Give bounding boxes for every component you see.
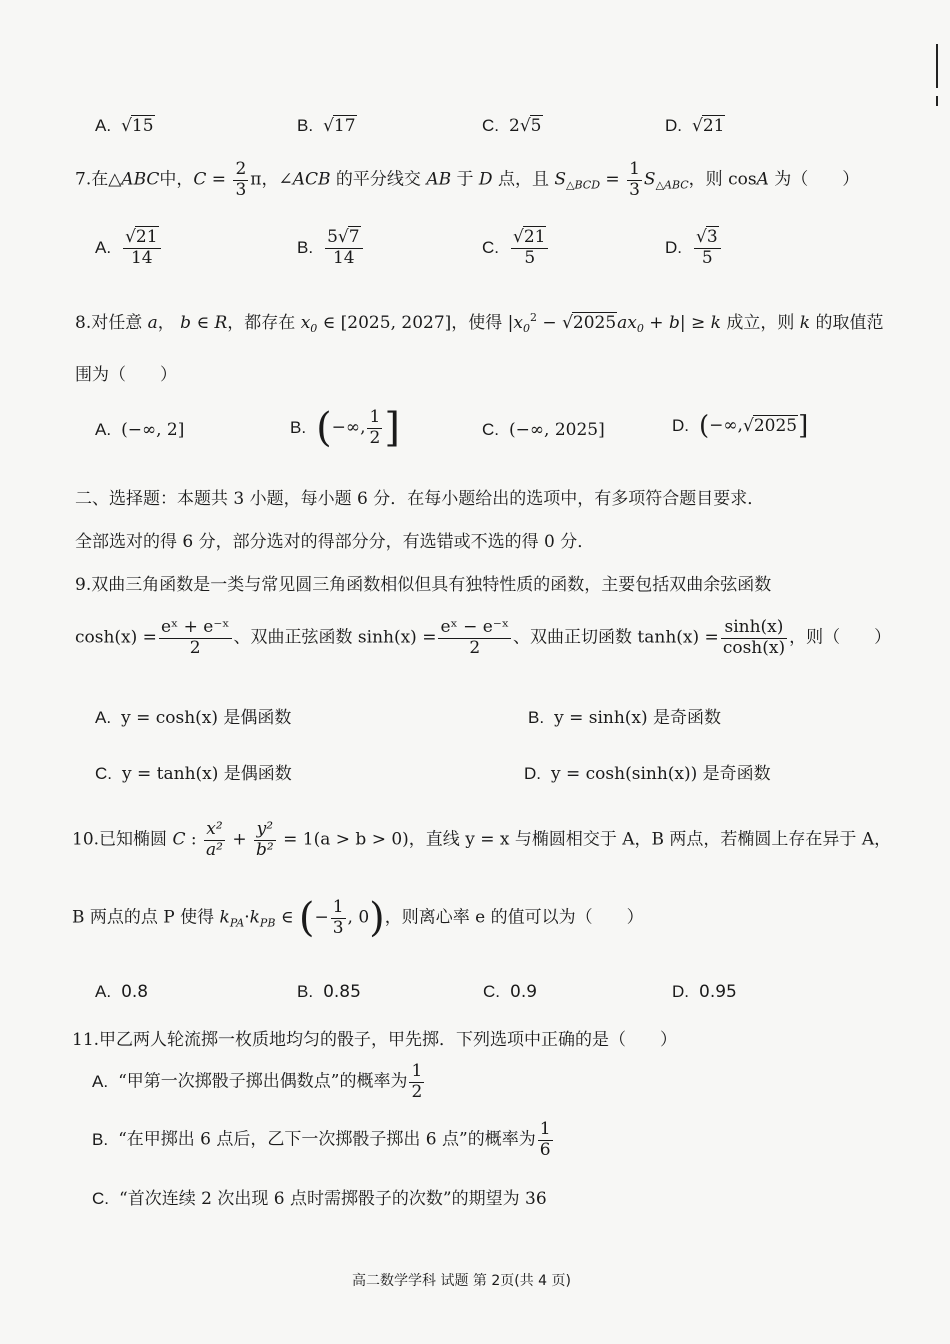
section-2-instructions-line1: 二、选择题：本题共 3 小题，每小题 6 分．在每小题给出的选项中，有多项符合题目要求． [75,489,765,509]
fraction: $\frac{5√7}{14}$ [325,228,363,268]
fraction: $\frac{√21}{5}$ [511,228,548,268]
q8-option-c[interactable]: C. (−∞, 2025] [482,420,605,440]
fraction: $\frac{1}{6}$ [539,1119,551,1160]
q7-option-b[interactable]: B. $\frac{5√7}{14}$ [297,228,365,268]
q10-option-a[interactable]: A. 0.8 [95,982,149,1002]
fraction: $\frac{\sinh(x)}{\cosh(x)}$ [722,617,786,658]
q7-option-c[interactable]: C. $\frac{√21}{5}$ [482,228,550,268]
q8-stem-line1: 8.对任意 a， b ∈ R，都存在 $x_0$ ∈ [2025, 2027]，使得 $|x_0^2 - √2025ax_0 + b| \ge k$ 成立，则 k 的取值范 [75,311,884,335]
q7-option-d[interactable]: D. $\frac{√3}{5}$ [665,228,723,268]
fraction: $\frac{√21}{14}$ [123,228,160,268]
q6-option-a[interactable]: A. √15 [95,116,154,136]
q9-stem-line1: 9.双曲三角函数是一类与常见圆三角函数相似但具有独特性质的函数，主要包括双曲余弦函数 [75,575,772,595]
scan-edge-line [936,96,938,106]
q10-option-d[interactable]: D. 0.95 [672,982,737,1002]
q7-option-a[interactable]: A. $\frac{√21}{14}$ [95,228,163,268]
q6-option-c[interactable]: C. 2√5 [482,116,542,136]
q8-option-a[interactable]: A. (−∞, 2] [95,420,185,440]
q11-stem: 11.甲乙两人轮流掷一枚质地均匀的骰子，甲先掷．下列选项中正确的是（ ） [72,1030,678,1050]
q11-option-c[interactable]: C. “首次连续 2 次出现 6 点时需掷骰子的次数”的期望为 36 [92,1189,547,1209]
q10-stem-line2: B 两点的点 P 使得 $k_{PA}\cdot k_{PB}$ ∈ (− $\frac{1}{3}$ , 0)，则离心率 e 的值可以为（ ） [72,895,644,942]
fraction: $\frac{\text{eˣ + e⁻ˣ}}{2}$ [160,617,230,658]
fraction: $\frac{\text{x²}}{\text{a²}}$ [206,819,223,860]
q9-option-d[interactable]: D. y = cosh(sinh(x)) 是奇函数 [524,764,771,784]
q10-stem-line1: 10.已知椭圆 C : $\frac{\text{x²}}{\text{a²}}$ + $\frac{\text{y²}}{\text{b²}}$ = 1(a > b > 0)，直线 y = x 与椭圆相交于 A，B 两点，若椭圆上存在异于 A， [72,819,892,860]
fraction: $\frac{1}{3}$ [332,897,344,938]
fraction: $\frac{\text{y²}}{\text{b²}}$ [256,819,274,860]
q8-option-d[interactable]: D. (−∞,√2025] [672,411,809,441]
page-footer: 高二数学学科 试题 第 2页(共 4 页) [352,1273,571,1289]
q8-stem-line2: 围为（ ） [75,365,177,385]
q10-option-c[interactable]: C. 0.9 [483,982,538,1002]
section-2-instructions-line2: 全部选对的得 6 分，部分选对的得部分分，有选错或不选的得 0 分． [75,532,595,552]
fraction: $\frac{1}{2}$ [411,1061,423,1102]
q8-option-b[interactable]: B. (−∞, $\frac{1}{2}$ ] [290,405,400,452]
q6-option-d[interactable]: D. √21 [665,116,725,136]
fraction: $\frac{2}{3}$ [235,159,247,200]
fraction: $\frac{1}{2}$ [369,407,381,448]
q9-option-a[interactable]: A. y = cosh(x) 是偶函数 [95,708,292,728]
q11-option-b[interactable]: B. “在甲掷出 6 点后，乙下一次掷骰子掷出 6 点”的概率为 $\frac{1}{6}$ [92,1119,551,1160]
q9-stem-line2: cosh(x) = $\frac{\text{eˣ + e⁻ˣ}}{2}$ 、双曲正弦函数 sinh(x) = $\frac{\text{eˣ − e⁻ˣ}}{2}$ 、双曲正切函数 tanh(x) = $\frac{\sinh(x)}{\cosh(x)}$ ，则（ ） [75,617,892,658]
fraction: $\frac{√3}{5}$ [694,228,721,268]
fraction: $\frac{\text{eˣ − e⁻ˣ}}{2}$ [440,617,510,658]
q10-option-b[interactable]: B. 0.85 [297,982,361,1002]
q9-option-c[interactable]: C. y = tanh(x) 是偶函数 [95,764,292,784]
q7-stem: 7.在△ABC中，C = $\frac{2}{3}$ π，∠ACB 的平分线交 AB 于 D 点，且 $S_{\triangle BCD}$ = $\frac{1}{3}$ $S_{\triangle ABC}$，则 cosA 为（ ） [75,159,860,200]
fraction: $\frac{1}{3}$ [629,159,640,200]
scan-edge-line [936,44,938,88]
q11-option-a[interactable]: A. “甲第一次掷骰子掷出偶数点”的概率为 $\frac{1}{2}$ [92,1061,423,1102]
q6-option-b[interactable]: B. √17 [297,116,356,136]
q9-option-b[interactable]: B. y = sinh(x) 是奇函数 [528,708,722,728]
